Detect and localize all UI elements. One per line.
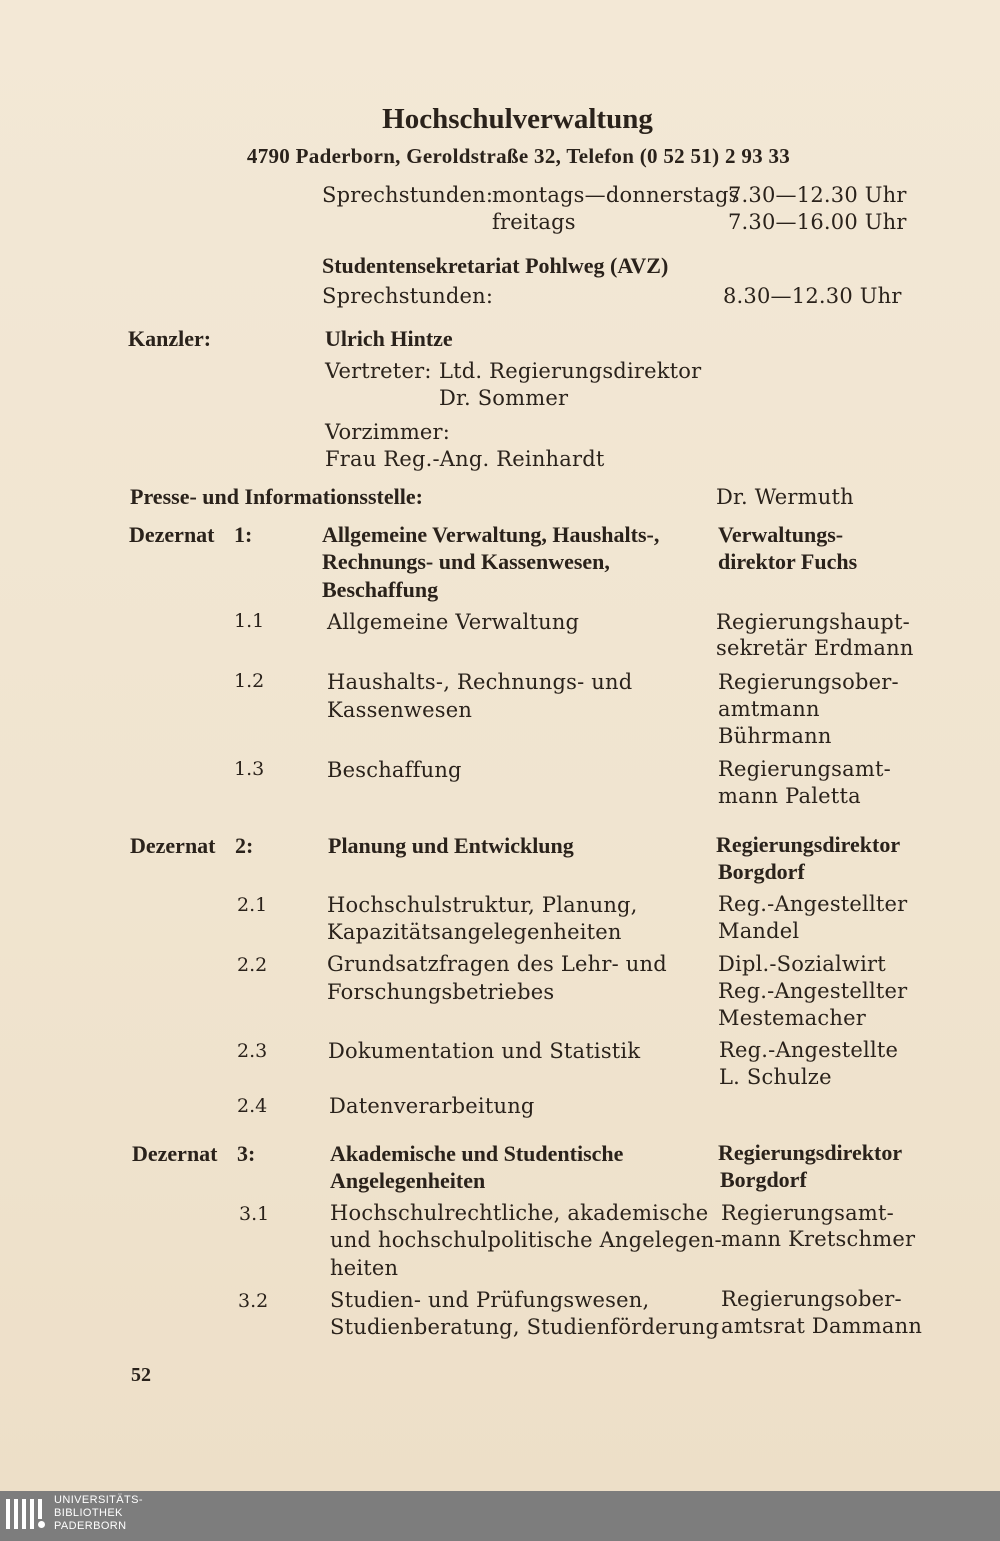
sub-3-1-person-line: mann Kretschmer [721,1227,916,1251]
dezernat-1-title-line: Rechnungs- und Kassenwesen, [322,549,610,574]
vorzimmer-label: Vorzimmer: [325,420,451,444]
sub-2-2-title-line: Grundsatzfragen des Lehr- und [327,952,667,976]
sub-2-2-number: 2.2 [237,954,268,976]
dezernat-2-person-line: Regierungsdirektor [716,832,901,857]
dezernat-1-label: Dezernat [129,522,215,547]
hours-day-1: montags—donnerstags [492,183,740,207]
library-logo-line: PADERBORN [54,1520,127,1532]
sub-3-1-title-line: Hochschulrechtliche, akademische [330,1201,709,1225]
sub-2-1-number: 2.1 [237,894,268,916]
sub-3-2-number: 3.2 [238,1290,269,1312]
sub-1-2-person-line: Regierungsober- [718,670,899,694]
studentensekretariat-hours-label: Sprechstunden: [322,284,494,308]
sub-2-2-title-line: Forschungsbetriebes [327,980,555,1004]
sub-1-1-title-line: Allgemeine Verwaltung [327,610,580,634]
library-logo-line: BIBLIOTHEK [54,1507,123,1519]
sub-2-2-person-line: Reg.-Angestellter [718,979,908,1003]
hours-time-2: 7.30—16.00 Uhr [728,210,907,234]
dezernat-2-title-line: Planung und Entwicklung [328,833,574,858]
sub-3-2-title-line: Studien- und Prüfungswesen, [330,1288,650,1312]
hours-label: Sprechstunden: [322,183,494,207]
presse-person: Dr. Wermuth [716,485,854,509]
dezernat-3-number: 3: [237,1141,256,1166]
presse-label: Presse- und Informationsstelle: [130,484,423,509]
sub-3-1-number: 3.1 [239,1203,270,1225]
dezernat-1-title-line: Beschaffung [322,577,439,602]
sub-1-1-number: 1.1 [234,610,265,632]
sub-1-2-number: 1.2 [234,670,265,692]
sub-2-1-title-line: Kapazitätsangelegenheiten [327,920,622,944]
dezernat-1-number: 1: [234,522,253,547]
vorzimmer-name: Frau Reg.-Ang. Reinhardt [325,447,605,471]
kanzler-label: Kanzler: [128,326,212,351]
dezernat-3-person-line: Borgdorf [720,1167,807,1192]
library-logo-line: UNIVERSITÄTS- [54,1494,143,1506]
sub-1-2-person-line: Bührmann [718,724,832,748]
dezernat-1-person-line: Verwaltungs- [718,522,844,547]
sub-1-2-title-line: Haushalts-, Rechnungs- und [327,670,633,694]
sub-1-3-number: 1.3 [234,758,265,780]
sub-2-3-person-line: L. Schulze [719,1065,832,1089]
page-number: 52 [131,1364,151,1386]
dezernat-3-label: Dezernat [132,1141,218,1166]
sub-3-1-title-line: heiten [330,1256,399,1280]
sub-2-2-person-line: Mestemacher [718,1006,866,1030]
vertreter-title: Ltd. Regierungsdirektor [439,359,702,383]
hours-time-1: 7.30—12.30 Uhr [728,183,907,207]
library-logo-text [54,1494,143,1533]
sub-3-1-person-line: Regierungsamt- [721,1201,894,1225]
sub-3-1-title-line: und hochschulpolitische Angelegen- [330,1228,722,1252]
dezernat-3-title-line: Akademische und Studentische [330,1141,624,1166]
sub-2-1-title-line: Hochschulstruktur, Planung, [327,893,638,917]
sub-2-3-person-line: Reg.-Angestellte [719,1038,899,1062]
sub-3-2-person-line: amtsrat Dammann [721,1314,923,1338]
sub-1-3-person-line: mann Paletta [718,784,861,808]
sub-1-1-person-line: Regierungshaupt- [716,610,910,634]
sub-1-3-title-line: Beschaffung [327,758,462,782]
hours-day-2: freitags [492,210,576,234]
dezernat-3-person-line: Regierungsdirektor [718,1140,903,1165]
sub-3-2-title-line: Studienberatung, Studienförderung [330,1315,720,1339]
vertreter-label: Vertreter: [325,359,432,383]
sub-2-1-person-line: Mandel [718,919,800,943]
sub-3-2-person-line: Regierungsober- [721,1287,902,1311]
dezernat-1-person-line: direktor Fuchs [718,549,858,574]
studentensekretariat-hours-time: 8.30—12.30 Uhr [723,284,902,308]
dezernat-3-title-line: Angelegenheiten [330,1168,486,1193]
kanzler-name: Ulrich Hintze [325,326,453,351]
sub-2-2-person-line: Dipl.-Sozialwirt [718,952,886,976]
dezernat-2-person-line: Borgdorf [718,859,805,884]
library-footer [0,1491,1000,1541]
vertreter-name: Dr. Sommer [439,386,569,410]
sub-1-3-person-line: Regierungsamt- [718,757,891,781]
page-title: Hochschulverwaltung [382,103,653,135]
sub-1-2-person-line: amtmann [718,697,820,721]
sub-2-4-title-line: Datenverarbeitung [329,1094,535,1118]
studentensekretariat-title: Studentensekretariat Pohlweg (AVZ) [322,253,669,278]
dezernat-2-label: Dezernat [130,833,216,858]
sub-2-4-number: 2.4 [237,1095,268,1117]
dezernat-2-number: 2: [235,833,254,858]
address-line: 4790 Paderborn, Geroldstraße 32, Telefon (0 52 51) 2 93 33 [246,144,791,168]
sub-2-1-person-line: Reg.-Angestellter [718,892,908,916]
library-logo-dot [38,1521,45,1528]
sub-2-3-number: 2.3 [237,1040,268,1062]
sub-1-2-title-line: Kassenwesen [327,698,473,722]
dezernat-1-title-line: Allgemeine Verwaltung, Haushalts-, [322,522,660,547]
sub-2-3-title-line: Dokumentation und Statistik [328,1039,641,1063]
sub-1-1-person-line: sekretär Erdmann [716,636,914,660]
